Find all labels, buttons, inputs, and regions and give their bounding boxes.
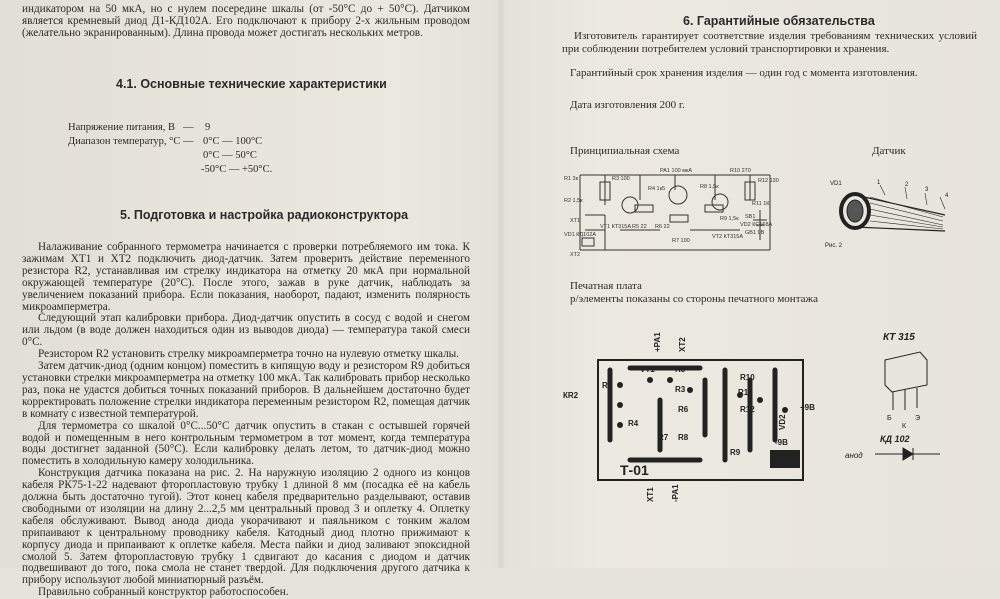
svg-text:3: 3 <box>925 187 929 193</box>
schematic-text: R11 1К <box>752 201 770 207</box>
pcb-label-1: Печатная плата <box>570 280 642 292</box>
shelf-life-text: Гарантийный срок хранения изделия — один год с момента изготовления. <box>570 67 918 79</box>
left-page <box>0 0 490 599</box>
specs-block <box>68 121 328 181</box>
pcb-text: VT1 <box>640 365 655 374</box>
paragraph: Налаживание собранного термометра начинается с проверки потребляемого им тока. К зажимам ХТ1 и ХТ2 подключить диод-датчик. Затем проверить действие переменного резистора R2, устанавливая им стрелку индикатора на отметку 20 мкА при нормальной окружающей температуре (20°С). После этого, зажав в руке датчик, наблюдать за увеличением показаний прибора. Если показания, наоборот, падают, изменить полярность микроамперметра. <box>22 241 470 313</box>
pcb-text: R11 <box>738 388 753 397</box>
paragraph: Затем датчик-диод (одним концом) поместить в кипящую воду и резистором R9 добиться установки стрелки микроамперметра на отметку 100 мкА. Так калибровать прибор несколько раз, пока не удастся добиться точных показаний приборов. В дальнейшем достаточно будет корректировать положение стрелки индикатора переменным резистором R2, помещая датчик в комнату с известной температурой. <box>22 360 470 420</box>
page-fold <box>497 0 505 568</box>
pcb-text: +PA1 <box>653 332 662 352</box>
schematic-text: ХТ2 <box>570 252 581 258</box>
pcb-text: R10 <box>740 373 755 382</box>
supply-value: 9 <box>205 122 211 133</box>
pcb-text: R4 <box>628 419 639 428</box>
paragraph: Резистором R2 установить стрелку микроамперметра точно на нулевую отметку шкалы. <box>38 348 459 361</box>
pcb-label-2: р/элементы показаны со стороны печатного монтажа <box>570 293 818 305</box>
sensor-label: Датчик <box>872 145 906 157</box>
range-label: Диапазон температур, °С <box>68 136 181 147</box>
paragraph: Конструкция датчика показана на рис. 2. На наружную изоляцию 2 одного из концов кабеля РК75-1-22 надевают фторопластовую трубку 1 длиной 8 мм (посадка её на кабель должна быть достаточно тугой). Этот конец кабеля предварительно разделывают, оставив свободными от изоляции на длину 2...2,5 мм центральный провод 3 и оплетку 4. Оплетку кабеля обслуживают. Вывод анода диода укорачивают и паяльником с тонким жалом припаивают к центральному проводнику кабеля. Катодный диод плотно прижимают к корпусу диода и припаивают к оплетке кабеля. Места пайки и диод заливают эпоксидной смолой 5. Затем фторопластовую трубку 1 сдвигают до касания с диодом и датчик подвешивают до того, пока смола не станет твердой. Для подключения другого датчика к прибору используют любой миниатюрный разъём. <box>22 467 470 587</box>
pcb-text: -9В <box>775 438 788 447</box>
schematic-label: Принципиальная схема <box>570 145 680 157</box>
schematic-text: VD2 КС168А <box>740 222 773 228</box>
schematic-text: R9 1,5к <box>720 216 739 222</box>
pcb-text: R9 <box>730 448 741 457</box>
pin-label: К <box>902 423 907 430</box>
schematic-text: R8 1,5к <box>700 184 719 190</box>
svg-text:2: 2 <box>905 182 909 188</box>
schematic-text: R12 130 <box>758 178 779 184</box>
pin-label: Б <box>887 415 892 422</box>
schematic-text: SB1 <box>745 214 756 220</box>
schematic-text: R7 100 <box>672 238 690 244</box>
schematic-text: GB1 9В <box>745 230 765 236</box>
diode-label: КД 102 <box>880 434 910 444</box>
section-5-body <box>22 242 470 599</box>
pcb-drawing <box>560 332 815 505</box>
pcb-text: R12 <box>740 405 755 414</box>
warranty-text: Изготовитель гарантирует соответствие изделия требованиям технических условий при соблюдении потребителем условий транспортировки и хранения. <box>562 30 977 55</box>
range-dash: — <box>183 136 194 147</box>
svg-text:1: 1 <box>877 180 881 186</box>
schematic-text: R5 22 <box>632 224 647 230</box>
pcb-text: +9В <box>800 403 815 412</box>
pcb-text: VD2 <box>778 414 787 430</box>
schematic-text: VT2 КТ315А <box>712 234 744 240</box>
pcb-text: R6 <box>678 405 689 414</box>
schematic-text: R10 270 <box>730 168 751 174</box>
schematic-text: ХТ1 <box>570 218 581 224</box>
pin-label: Э <box>915 415 921 422</box>
pcb-text: -PA1 <box>671 484 680 502</box>
paragraph: Следующий этап калибровки прибора. Диод-датчик опустить в сосуд с водой и снегом или льдом (в воде должен находиться один из выводов диода) — температура такой смеси 0°С. <box>22 312 470 349</box>
section-6-title: 6. Гарантийные обязательства <box>683 14 875 28</box>
range-value-2: 0°С — 50°С <box>203 150 257 161</box>
paragraph: Правильно собранный конструктор работоспособен. <box>38 586 289 599</box>
manufacture-date: Дата изготовления 200 г. <box>570 99 685 111</box>
intro-paragraph: индикатором на 50 мкА, но с нулем посередине шкалы (от -50°С до + 50°С). Датчиком является кремневый диод Д1-КД102А. Его подключают к прибору 2-х жильным проводом (желательно экранированным). Длина провода может достигать нескольких метров. <box>22 3 470 39</box>
pcb-text: R1 <box>602 381 613 390</box>
schematic-text: R1 3к <box>564 176 579 182</box>
pcb-text: XT1 <box>646 487 655 502</box>
pinout-drawing <box>845 330 965 470</box>
supply-label: Напряжение питания, В <box>68 122 176 133</box>
pcb-text: XT2 <box>678 337 687 352</box>
pcb-text: R5 <box>675 365 686 374</box>
pcb-text: R8 <box>678 433 689 442</box>
range-value-1: 0°С — 100°С <box>203 136 263 147</box>
svg-text:VD1: VD1 <box>830 181 842 187</box>
schematic-diagram <box>560 160 785 260</box>
right-page <box>505 0 1000 568</box>
schematic-text: R6 22 <box>655 224 670 230</box>
paragraph: Для термометра со шкалой 0°С...50°С датчик опустить в стакан с остывшей горячей водой и помещенным в него контрольным термометром в тот момент, когда температура воды достигнет заданной (50°С). Если калибровку делать летом, то датчик-диод можно поместить в холодильную камеру холодильника. <box>22 419 470 468</box>
pcb-text: КR2 <box>563 391 579 400</box>
range-value-3: -50°С — +50°С. <box>201 164 273 175</box>
pcb-text: R3 <box>675 385 686 394</box>
supply-dash: — <box>183 122 194 133</box>
schematic-text: R2 1,5к <box>564 198 583 204</box>
schematic-text: VD1 КД102А <box>564 232 597 238</box>
transistor-label: КТ 315 <box>883 332 915 343</box>
anode-label: анод <box>845 451 863 460</box>
pcb-text: R7 <box>658 433 669 442</box>
svg-text:4: 4 <box>945 193 949 199</box>
fig-2-label: Рис. 2 <box>825 243 843 249</box>
sensor-drawing <box>825 175 960 250</box>
section-5-title: 5. Подготовка и настройка радиоконструктора <box>120 208 409 222</box>
schematic-text: R4 1к5 <box>648 186 666 192</box>
schematic-text: VT1 КТ315А <box>600 224 632 230</box>
pcb-board-name: Т-01 <box>620 462 649 478</box>
schematic-text: PA1 100 мкА <box>660 168 693 174</box>
section-4-1-title: 4.1. Основные технические характеристики <box>116 77 387 91</box>
schematic-text: R3 100 <box>612 176 630 182</box>
